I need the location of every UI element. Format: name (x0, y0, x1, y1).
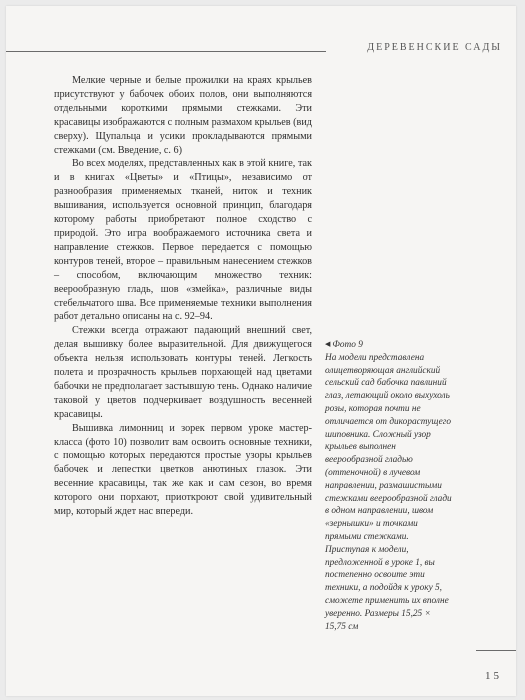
main-text-column (54, 74, 312, 519)
paragraph: Мелкие черные и белые прожилки на краях крыльев присутствуют у бабочек обоих полов, они выполняются отдельными короткими прямыми стежками. Эти красавицы изображаются с полным размахом крыльев (вид сверху). Щупальца и усики прокладываются прямыми стежками (см. Введение, с. 6) (54, 75, 312, 156)
book-page (6, 6, 516, 696)
running-head: ДЕРЕВЕНСКИЕ САДЫ (367, 42, 502, 53)
page-number: 15 (485, 670, 502, 682)
caption-label: Фото 9 (332, 340, 363, 350)
paragraph: Стежки всегда отражают падающий внешний свет, делая вышивку более выразительной. Для движущегося объекта нельзя использовать контуры теней. Легкость полета и прозрачность крыльев порхающей над цветами бабочки не предполагает застывшую тень. Однако наличие таковой у цветов подчеркивает воздушность весенней красавицы. (54, 325, 312, 420)
caption-heading (325, 339, 453, 352)
triangle-left-icon: ◀ (325, 340, 331, 348)
paragraph: Во всех моделях, представленных как в этой книге, так и в книгах «Цветы» и «Птицы», независимо от разнообразия применяемых тканей, ниток и техник вышивания, используется основной принцип, благодаря которому работы приобретают полное сходство с природой. Это игра воображаемого источника света и направление стежков. Первое передается с помощью контуров теней, второе – правильным нанесением стежков – способом, включающим множество техник: веерообразную гладь, шов «змейка», различные виды стебельчатого шва. Все применяемые техники выполнения работ детально описаны на с. 92–94. (54, 158, 312, 323)
caption-text: На модели представлена олицетворяющая английский сельский сад бабочка павлиний глаз, летающий около выхухоль розы, которая почти не отличается от дикорастущего шиповника. Сложный узор крыльев выполнен веерообразной гладью (оттеночной) в лучевом направлении, размашистыми стежками веерообразной глади в одном направлении, швом «зернышки» и точками прямыми стежками. Приступая к модели, предложенной в уроке 1, вы постепенно освоите эти техники, а подойдя к уроку 5, сможете применить их вполне уверенно. Размеры 15,25 × 15,75 см (325, 352, 452, 632)
photo-caption (325, 339, 453, 633)
header-rule (6, 51, 326, 52)
folio-rule (476, 650, 516, 651)
paragraph: Вышивка лимонниц и зорек первом уроке мастер-класса (фото 10) позволит вам освоить основные техники, с помощью которых передаются простые узоры крыльев бабочек и лепестки цветков анютиных глазок. Эти весенние красавицы, так же как и сам сезон, во время которого они порхают, приоткроют свой удивительный мир, который ждет нас впереди. (54, 422, 312, 518)
